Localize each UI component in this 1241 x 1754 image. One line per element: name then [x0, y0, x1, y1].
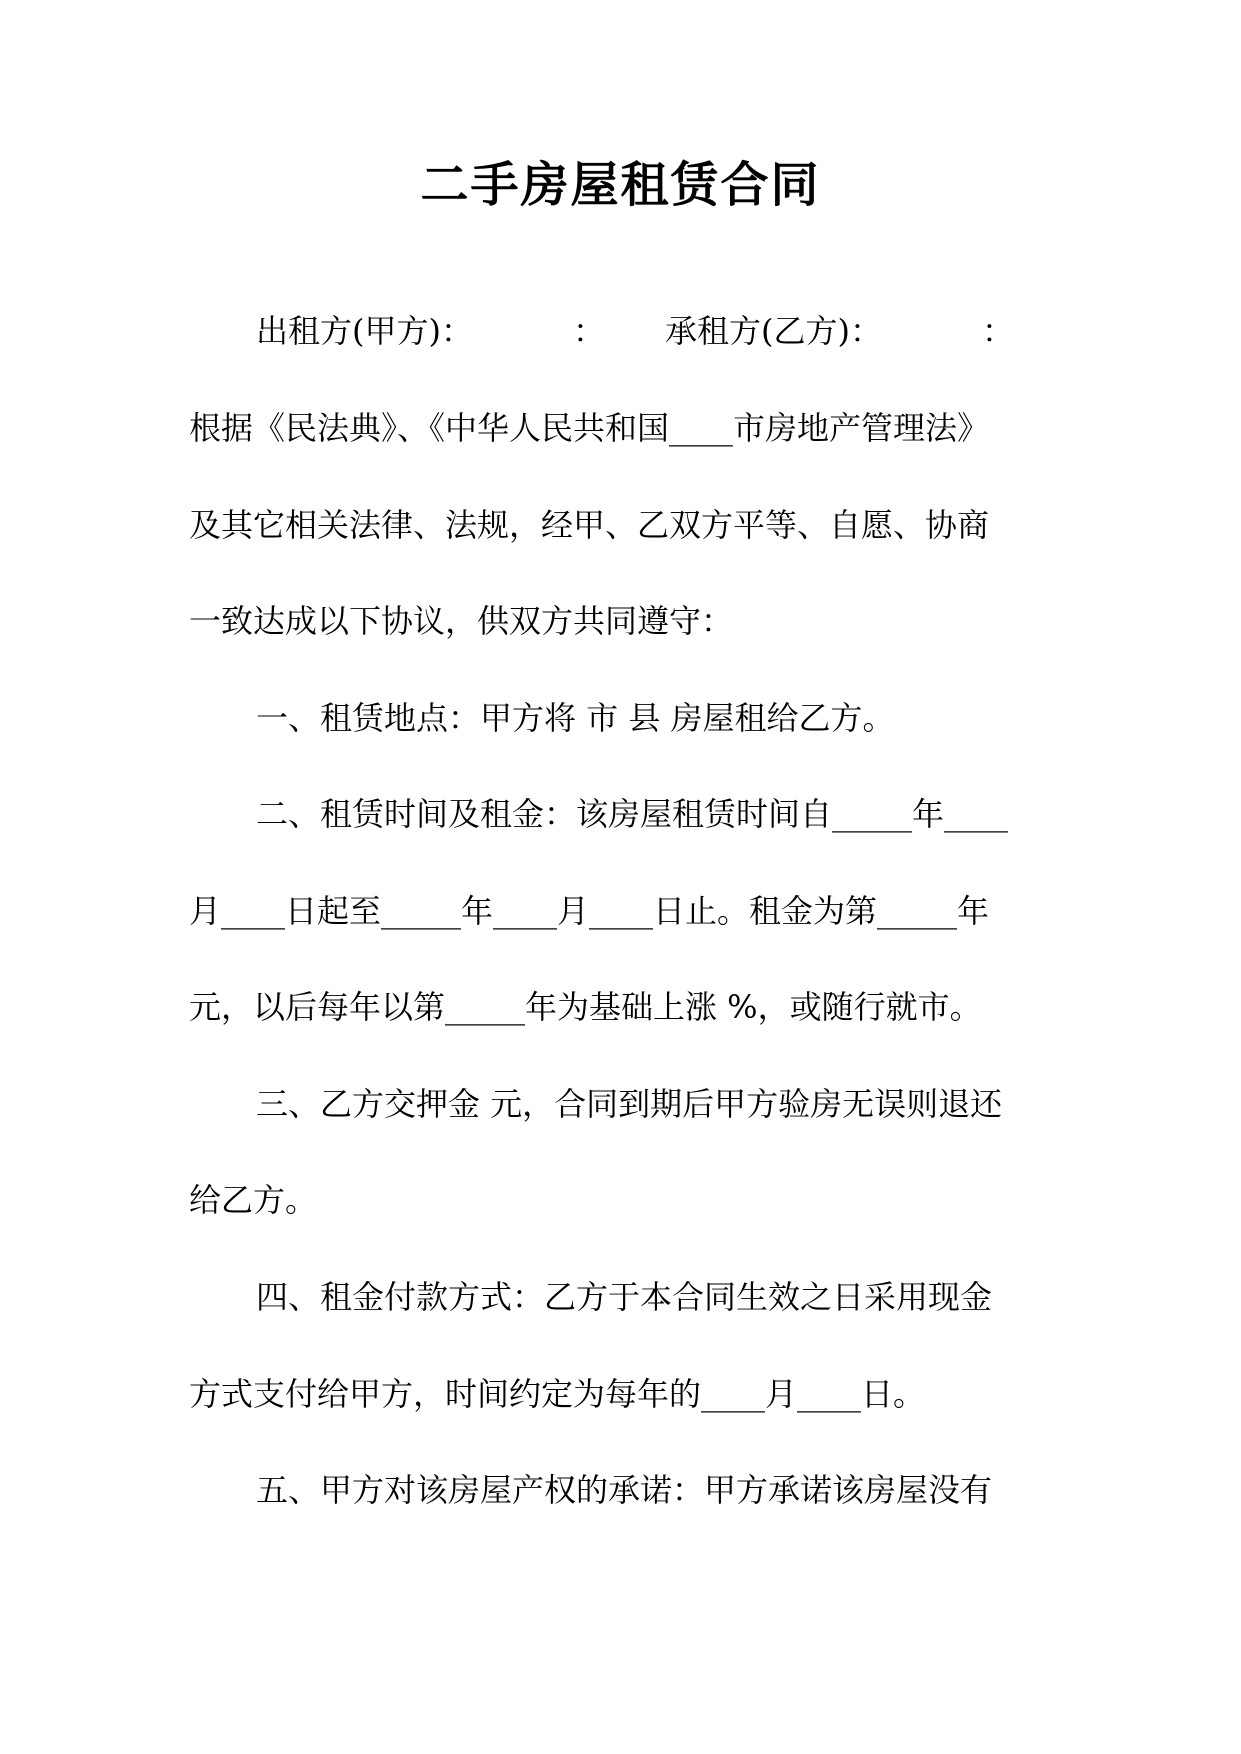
- page-title: 二手房屋租赁合同: [420, 157, 821, 213]
- clause-4-line: 四、租金付款方式：乙方于本合同生效之日采用现金: [256, 1278, 993, 1316]
- paragraph-line: 一致达成以下协议，供双方共同遵守：: [189, 602, 734, 640]
- parties-line: [256, 306, 1014, 356]
- lessor-label: 出租方(甲方)：: [256, 312, 473, 350]
- clause-5-line: 五、甲方对该房屋产权的承诺：甲方承诺该房屋没有: [256, 1471, 993, 1509]
- clause-1-line: 一、租赁地点：甲方将 市 县 房屋租给乙方。: [256, 699, 895, 737]
- lessor-colon: ：: [572, 312, 605, 350]
- lessee-label: 承租方(乙方)：: [665, 312, 882, 350]
- lessee-colon: ：: [981, 312, 1014, 350]
- clause-3-line: 三、乙方交押金 元，合同到期后甲方验房无误则退还: [256, 1085, 1003, 1123]
- clause-3-line: 给乙方。: [189, 1181, 318, 1219]
- clause-4-line: 方式支付给甲方，时间约定为每年的____月____日。: [189, 1375, 926, 1413]
- paragraph-line: 根据《民法典》、《中华人民共和国____市房地产管理法》: [189, 409, 990, 447]
- clause-2-line: 月____日起至_____年____月____日止。租金为第_____年: [189, 892, 990, 930]
- clause-2-line: 二、租赁时间及租金：该房屋租赁时间自_____年____: [256, 795, 1009, 833]
- clause-2-line: 元，以后每年以第_____年为基础上涨 %，或随行就市。: [189, 988, 982, 1026]
- paragraph-line: 及其它相关法律、法规，经甲、乙双方平等、自愿、协商: [189, 506, 990, 544]
